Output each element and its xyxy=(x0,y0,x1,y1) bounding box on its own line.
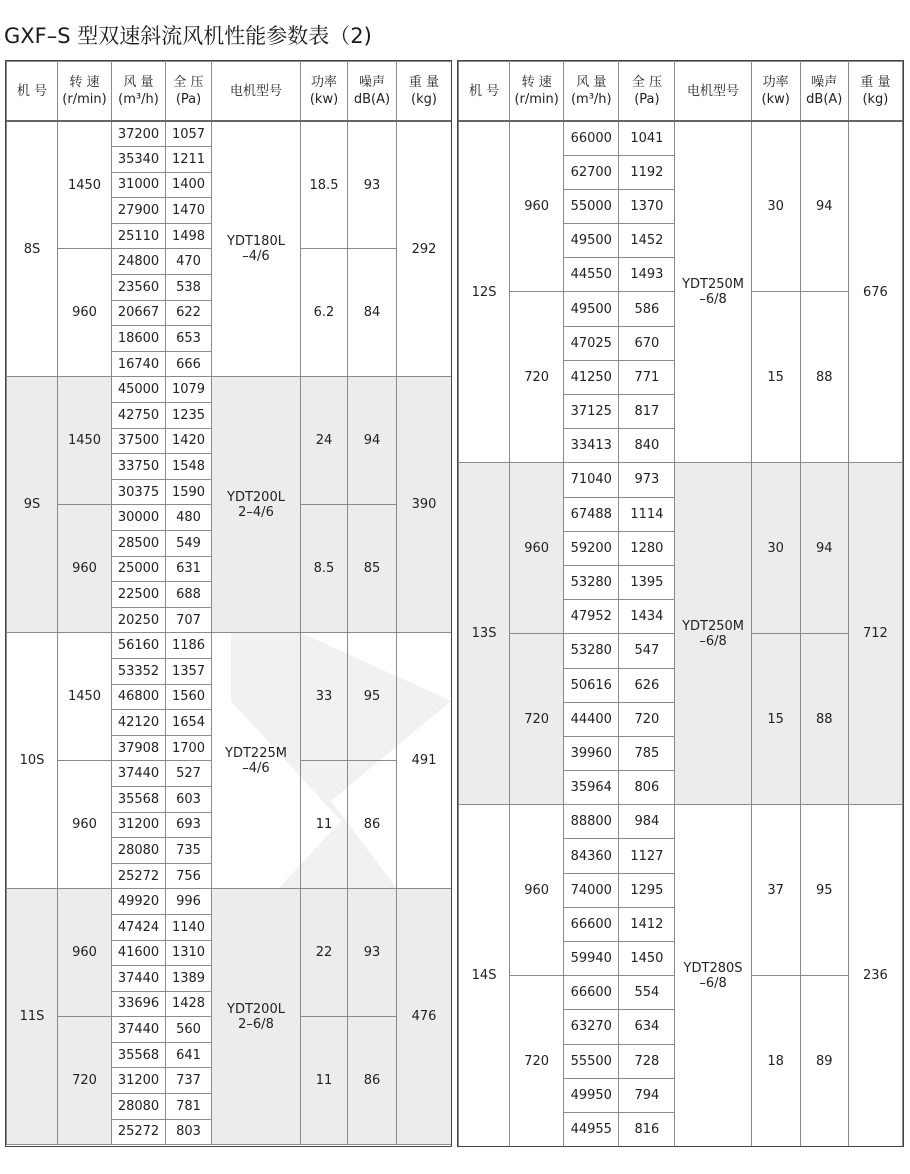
airflow-cell: 44955 xyxy=(564,1112,619,1146)
airflow-cell: 47424 xyxy=(112,914,166,940)
airflow-cell: 44400 xyxy=(564,702,619,736)
motor-cell: YDT280S –6/8 xyxy=(675,805,751,1147)
airflow-cell: 49500 xyxy=(564,224,619,258)
airflow-cell: 56160 xyxy=(112,633,166,659)
pressure-cell: 527 xyxy=(166,761,212,787)
speed-cell: 1450 xyxy=(58,377,112,505)
spec-table-left-panel xyxy=(5,60,452,1147)
power-cell: 15 xyxy=(751,634,800,805)
table-row xyxy=(7,377,452,403)
speed-cell: 960 xyxy=(510,463,564,634)
airflow-cell: 28080 xyxy=(112,838,166,864)
speed-cell: 960 xyxy=(58,249,112,377)
pressure-cell: 1434 xyxy=(619,600,675,634)
airflow-cell: 33696 xyxy=(112,991,166,1017)
pressure-cell: 666 xyxy=(166,351,212,377)
airflow-cell: 33750 xyxy=(112,454,166,480)
noise-cell: 95 xyxy=(800,805,848,976)
model-cell: 12S xyxy=(459,121,510,463)
table-body-right xyxy=(459,121,903,1147)
airflow-cell: 25110 xyxy=(112,223,166,249)
airflow-cell: 47952 xyxy=(564,600,619,634)
airflow-cell: 31200 xyxy=(112,812,166,838)
header-power: 功率 (kw) xyxy=(301,62,348,122)
pressure-cell: 1041 xyxy=(619,121,675,155)
airflow-cell: 39960 xyxy=(564,736,619,770)
power-cell: 15 xyxy=(751,292,800,463)
pressure-cell: 634 xyxy=(619,1010,675,1044)
airflow-cell: 37440 xyxy=(112,966,166,992)
airflow-cell: 42750 xyxy=(112,403,166,429)
pressure-cell: 586 xyxy=(619,292,675,326)
weight-cell: 676 xyxy=(848,121,902,463)
pressure-cell: 1295 xyxy=(619,873,675,907)
noise-cell: 94 xyxy=(800,463,848,634)
airflow-cell: 41600 xyxy=(112,940,166,966)
pressure-cell: 549 xyxy=(166,531,212,557)
airflow-cell: 27900 xyxy=(112,198,166,224)
pressure-cell: 631 xyxy=(166,556,212,582)
pressure-cell: 1114 xyxy=(619,497,675,531)
airflow-cell: 53280 xyxy=(564,634,619,668)
header-speed: 转 速 (r/min) xyxy=(510,62,564,122)
pressure-cell: 1192 xyxy=(619,155,675,189)
pressure-cell: 794 xyxy=(619,1078,675,1112)
table-row xyxy=(7,121,452,147)
airflow-cell: 53352 xyxy=(112,658,166,684)
pressure-cell: 806 xyxy=(619,771,675,805)
pressure-cell: 688 xyxy=(166,582,212,608)
pressure-cell: 1280 xyxy=(619,531,675,565)
pressure-cell: 996 xyxy=(166,889,212,915)
weight-cell: 476 xyxy=(397,889,452,1145)
pressure-cell: 816 xyxy=(619,1112,675,1146)
spec-table-right-panel xyxy=(457,60,904,1147)
header-model: 机 号 xyxy=(459,62,510,122)
airflow-cell: 74000 xyxy=(564,873,619,907)
header-motor: 电机型号 xyxy=(675,62,751,122)
model-cell: 13S xyxy=(459,463,510,805)
pressure-cell: 785 xyxy=(619,736,675,770)
pressure-cell: 707 xyxy=(166,607,212,633)
pressure-cell: 1560 xyxy=(166,684,212,710)
speed-cell: 960 xyxy=(510,805,564,976)
speed-cell: 720 xyxy=(510,292,564,463)
pressure-cell: 1357 xyxy=(166,658,212,684)
airflow-cell: 47025 xyxy=(564,326,619,360)
pressure-cell: 560 xyxy=(166,1017,212,1043)
airflow-cell: 22500 xyxy=(112,582,166,608)
airflow-cell: 33413 xyxy=(564,429,619,463)
pressure-cell: 1590 xyxy=(166,479,212,505)
airflow-cell: 49950 xyxy=(564,1078,619,1112)
table-header-row xyxy=(7,62,452,122)
airflow-cell: 31000 xyxy=(112,172,166,198)
speed-cell: 960 xyxy=(510,121,564,292)
noise-cell: 93 xyxy=(348,889,397,1017)
pressure-cell: 984 xyxy=(619,805,675,839)
airflow-cell: 20667 xyxy=(112,300,166,326)
power-cell: 37 xyxy=(751,805,800,976)
noise-cell: 86 xyxy=(348,1017,397,1145)
pressure-cell: 1400 xyxy=(166,172,212,198)
airflow-cell: 59940 xyxy=(564,942,619,976)
header-airflow: 风 量 (m³/h) xyxy=(564,62,619,122)
page-title: GXF–S 型双速斜流风机性能参数表（2) xyxy=(4,24,372,48)
noise-cell: 94 xyxy=(800,121,848,292)
speed-cell: 720 xyxy=(58,1017,112,1145)
pressure-cell: 1186 xyxy=(166,633,212,659)
noise-cell: 95 xyxy=(348,633,397,761)
pressure-cell: 1057 xyxy=(166,121,212,147)
speed-cell: 960 xyxy=(58,889,112,1017)
power-cell: 22 xyxy=(301,889,348,1017)
spec-table-right xyxy=(458,61,903,1147)
pressure-cell: 781 xyxy=(166,1094,212,1120)
header-noise: 噪声 dB(A) xyxy=(800,62,848,122)
airflow-cell: 63270 xyxy=(564,1010,619,1044)
motor-cell: YDT225M –4/6 xyxy=(212,633,301,889)
airflow-cell: 23560 xyxy=(112,275,166,301)
model-cell: 9S xyxy=(7,377,58,633)
pressure-cell: 817 xyxy=(619,395,675,429)
pressure-cell: 1235 xyxy=(166,403,212,429)
pressure-cell: 653 xyxy=(166,326,212,352)
pressure-cell: 1420 xyxy=(166,428,212,454)
header-weight: 重 量 (kg) xyxy=(397,62,452,122)
pressure-cell: 803 xyxy=(166,1119,212,1145)
weight-cell: 236 xyxy=(848,805,902,1147)
table-row xyxy=(7,889,452,915)
pressure-cell: 641 xyxy=(166,1042,212,1068)
noise-cell: 89 xyxy=(800,976,848,1147)
table-row xyxy=(459,463,903,497)
pressure-cell: 470 xyxy=(166,249,212,275)
table-header-row xyxy=(459,62,903,122)
motor-cell: YDT250M –6/8 xyxy=(675,121,751,463)
airflow-cell: 35568 xyxy=(112,786,166,812)
motor-cell: YDT200L 2–6/8 xyxy=(212,889,301,1145)
airflow-cell: 30000 xyxy=(112,505,166,531)
pressure-cell: 547 xyxy=(619,634,675,668)
airflow-cell: 55000 xyxy=(564,189,619,223)
pressure-cell: 720 xyxy=(619,702,675,736)
power-cell: 33 xyxy=(301,633,348,761)
airflow-cell: 49920 xyxy=(112,889,166,915)
noise-cell: 88 xyxy=(800,634,848,805)
airflow-cell: 28500 xyxy=(112,531,166,557)
airflow-cell: 37200 xyxy=(112,121,166,147)
airflow-cell: 71040 xyxy=(564,463,619,497)
airflow-cell: 41250 xyxy=(564,360,619,394)
pressure-cell: 1412 xyxy=(619,907,675,941)
speed-cell: 720 xyxy=(510,634,564,805)
model-cell: 11S xyxy=(7,889,58,1145)
power-cell: 24 xyxy=(301,377,348,505)
pressure-cell: 480 xyxy=(166,505,212,531)
pressure-cell: 1700 xyxy=(166,735,212,761)
pressure-cell: 840 xyxy=(619,429,675,463)
header-noise: 噪声 dB(A) xyxy=(348,62,397,122)
airflow-cell: 66000 xyxy=(564,121,619,155)
pressure-cell: 1452 xyxy=(619,224,675,258)
table-row xyxy=(459,805,903,839)
table-row xyxy=(7,633,452,659)
pressure-cell: 737 xyxy=(166,1068,212,1094)
pressure-cell: 1079 xyxy=(166,377,212,403)
header-power: 功率 (kw) xyxy=(751,62,800,122)
pressure-cell: 626 xyxy=(619,668,675,702)
airflow-cell: 45000 xyxy=(112,377,166,403)
airflow-cell: 66600 xyxy=(564,976,619,1010)
pressure-cell: 670 xyxy=(619,326,675,360)
power-cell: 11 xyxy=(301,1017,348,1145)
header-airflow: 风 量 (m³/h) xyxy=(112,62,166,122)
airflow-cell: 44550 xyxy=(564,258,619,292)
pressure-cell: 1450 xyxy=(619,942,675,976)
noise-cell: 88 xyxy=(800,292,848,463)
airflow-cell: 37500 xyxy=(112,428,166,454)
airflow-cell: 53280 xyxy=(564,565,619,599)
pressure-cell: 1395 xyxy=(619,565,675,599)
speed-cell: 1450 xyxy=(58,633,112,761)
model-cell: 8S xyxy=(7,121,58,377)
pressure-cell: 771 xyxy=(619,360,675,394)
weight-cell: 292 xyxy=(397,121,452,377)
airflow-cell: 59200 xyxy=(564,531,619,565)
pressure-cell: 1140 xyxy=(166,914,212,940)
table-row xyxy=(459,121,903,155)
power-cell: 30 xyxy=(751,463,800,634)
power-cell: 6.2 xyxy=(301,249,348,377)
airflow-cell: 20250 xyxy=(112,607,166,633)
airflow-cell: 42120 xyxy=(112,710,166,736)
pressure-cell: 735 xyxy=(166,838,212,864)
airflow-cell: 35568 xyxy=(112,1042,166,1068)
airflow-cell: 66600 xyxy=(564,907,619,941)
header-pressure: 全 压 (Pa) xyxy=(619,62,675,122)
motor-cell: YDT200L 2–4/6 xyxy=(212,377,301,633)
header-speed: 转 速 (r/min) xyxy=(58,62,112,122)
noise-cell: 85 xyxy=(348,505,397,633)
weight-cell: 712 xyxy=(848,463,902,805)
motor-cell: YDT250M –6/8 xyxy=(675,463,751,805)
pressure-cell: 1470 xyxy=(166,198,212,224)
pressure-cell: 554 xyxy=(619,976,675,1010)
airflow-cell: 25272 xyxy=(112,863,166,889)
pressure-cell: 1389 xyxy=(166,966,212,992)
airflow-cell: 18600 xyxy=(112,326,166,352)
airflow-cell: 35964 xyxy=(564,771,619,805)
header-model: 机 号 xyxy=(7,62,58,122)
table-body-left xyxy=(7,121,452,1145)
power-cell: 30 xyxy=(751,121,800,292)
airflow-cell: 35340 xyxy=(112,147,166,173)
airflow-cell: 25000 xyxy=(112,556,166,582)
pressure-cell: 1428 xyxy=(166,991,212,1017)
pressure-cell: 1127 xyxy=(619,839,675,873)
airflow-cell: 31200 xyxy=(112,1068,166,1094)
airflow-cell: 62700 xyxy=(564,155,619,189)
airflow-cell: 24800 xyxy=(112,249,166,275)
airflow-cell: 55500 xyxy=(564,1044,619,1078)
pressure-cell: 1310 xyxy=(166,940,212,966)
pressure-cell: 1211 xyxy=(166,147,212,173)
airflow-cell: 25272 xyxy=(112,1119,166,1145)
pressure-cell: 1498 xyxy=(166,223,212,249)
weight-cell: 491 xyxy=(397,633,452,889)
pressure-cell: 973 xyxy=(619,463,675,497)
pressure-cell: 1493 xyxy=(619,258,675,292)
airflow-cell: 88800 xyxy=(564,805,619,839)
power-cell: 11 xyxy=(301,761,348,889)
pressure-cell: 603 xyxy=(166,786,212,812)
model-cell: 10S xyxy=(7,633,58,889)
power-cell: 8.5 xyxy=(301,505,348,633)
pressure-cell: 622 xyxy=(166,300,212,326)
airflow-cell: 30375 xyxy=(112,479,166,505)
power-cell: 18 xyxy=(751,976,800,1147)
pressure-cell: 1370 xyxy=(619,189,675,223)
header-motor: 电机型号 xyxy=(212,62,301,122)
header-weight: 重 量 (kg) xyxy=(848,62,902,122)
header-pressure: 全 压 (Pa) xyxy=(166,62,212,122)
pressure-cell: 693 xyxy=(166,812,212,838)
model-cell: 14S xyxy=(459,805,510,1147)
noise-cell: 86 xyxy=(348,761,397,889)
airflow-cell: 67488 xyxy=(564,497,619,531)
pressure-cell: 756 xyxy=(166,863,212,889)
airflow-cell: 16740 xyxy=(112,351,166,377)
pressure-cell: 728 xyxy=(619,1044,675,1078)
noise-cell: 84 xyxy=(348,249,397,377)
weight-cell: 390 xyxy=(397,377,452,633)
speed-cell: 1450 xyxy=(58,121,112,249)
noise-cell: 94 xyxy=(348,377,397,505)
airflow-cell: 84360 xyxy=(564,839,619,873)
airflow-cell: 28080 xyxy=(112,1094,166,1120)
pressure-cell: 1548 xyxy=(166,454,212,480)
spec-table-left xyxy=(6,61,452,1145)
power-cell: 18.5 xyxy=(301,121,348,249)
airflow-cell: 37908 xyxy=(112,735,166,761)
airflow-cell: 49500 xyxy=(564,292,619,326)
airflow-cell: 37440 xyxy=(112,1017,166,1043)
airflow-cell: 46800 xyxy=(112,684,166,710)
speed-cell: 960 xyxy=(58,761,112,889)
pressure-cell: 1654 xyxy=(166,710,212,736)
pressure-cell: 538 xyxy=(166,275,212,301)
motor-cell: YDT180L –4/6 xyxy=(212,121,301,377)
speed-cell: 720 xyxy=(510,976,564,1147)
airflow-cell: 37440 xyxy=(112,761,166,787)
speed-cell: 960 xyxy=(58,505,112,633)
airflow-cell: 50616 xyxy=(564,668,619,702)
noise-cell: 93 xyxy=(348,121,397,249)
airflow-cell: 37125 xyxy=(564,395,619,429)
